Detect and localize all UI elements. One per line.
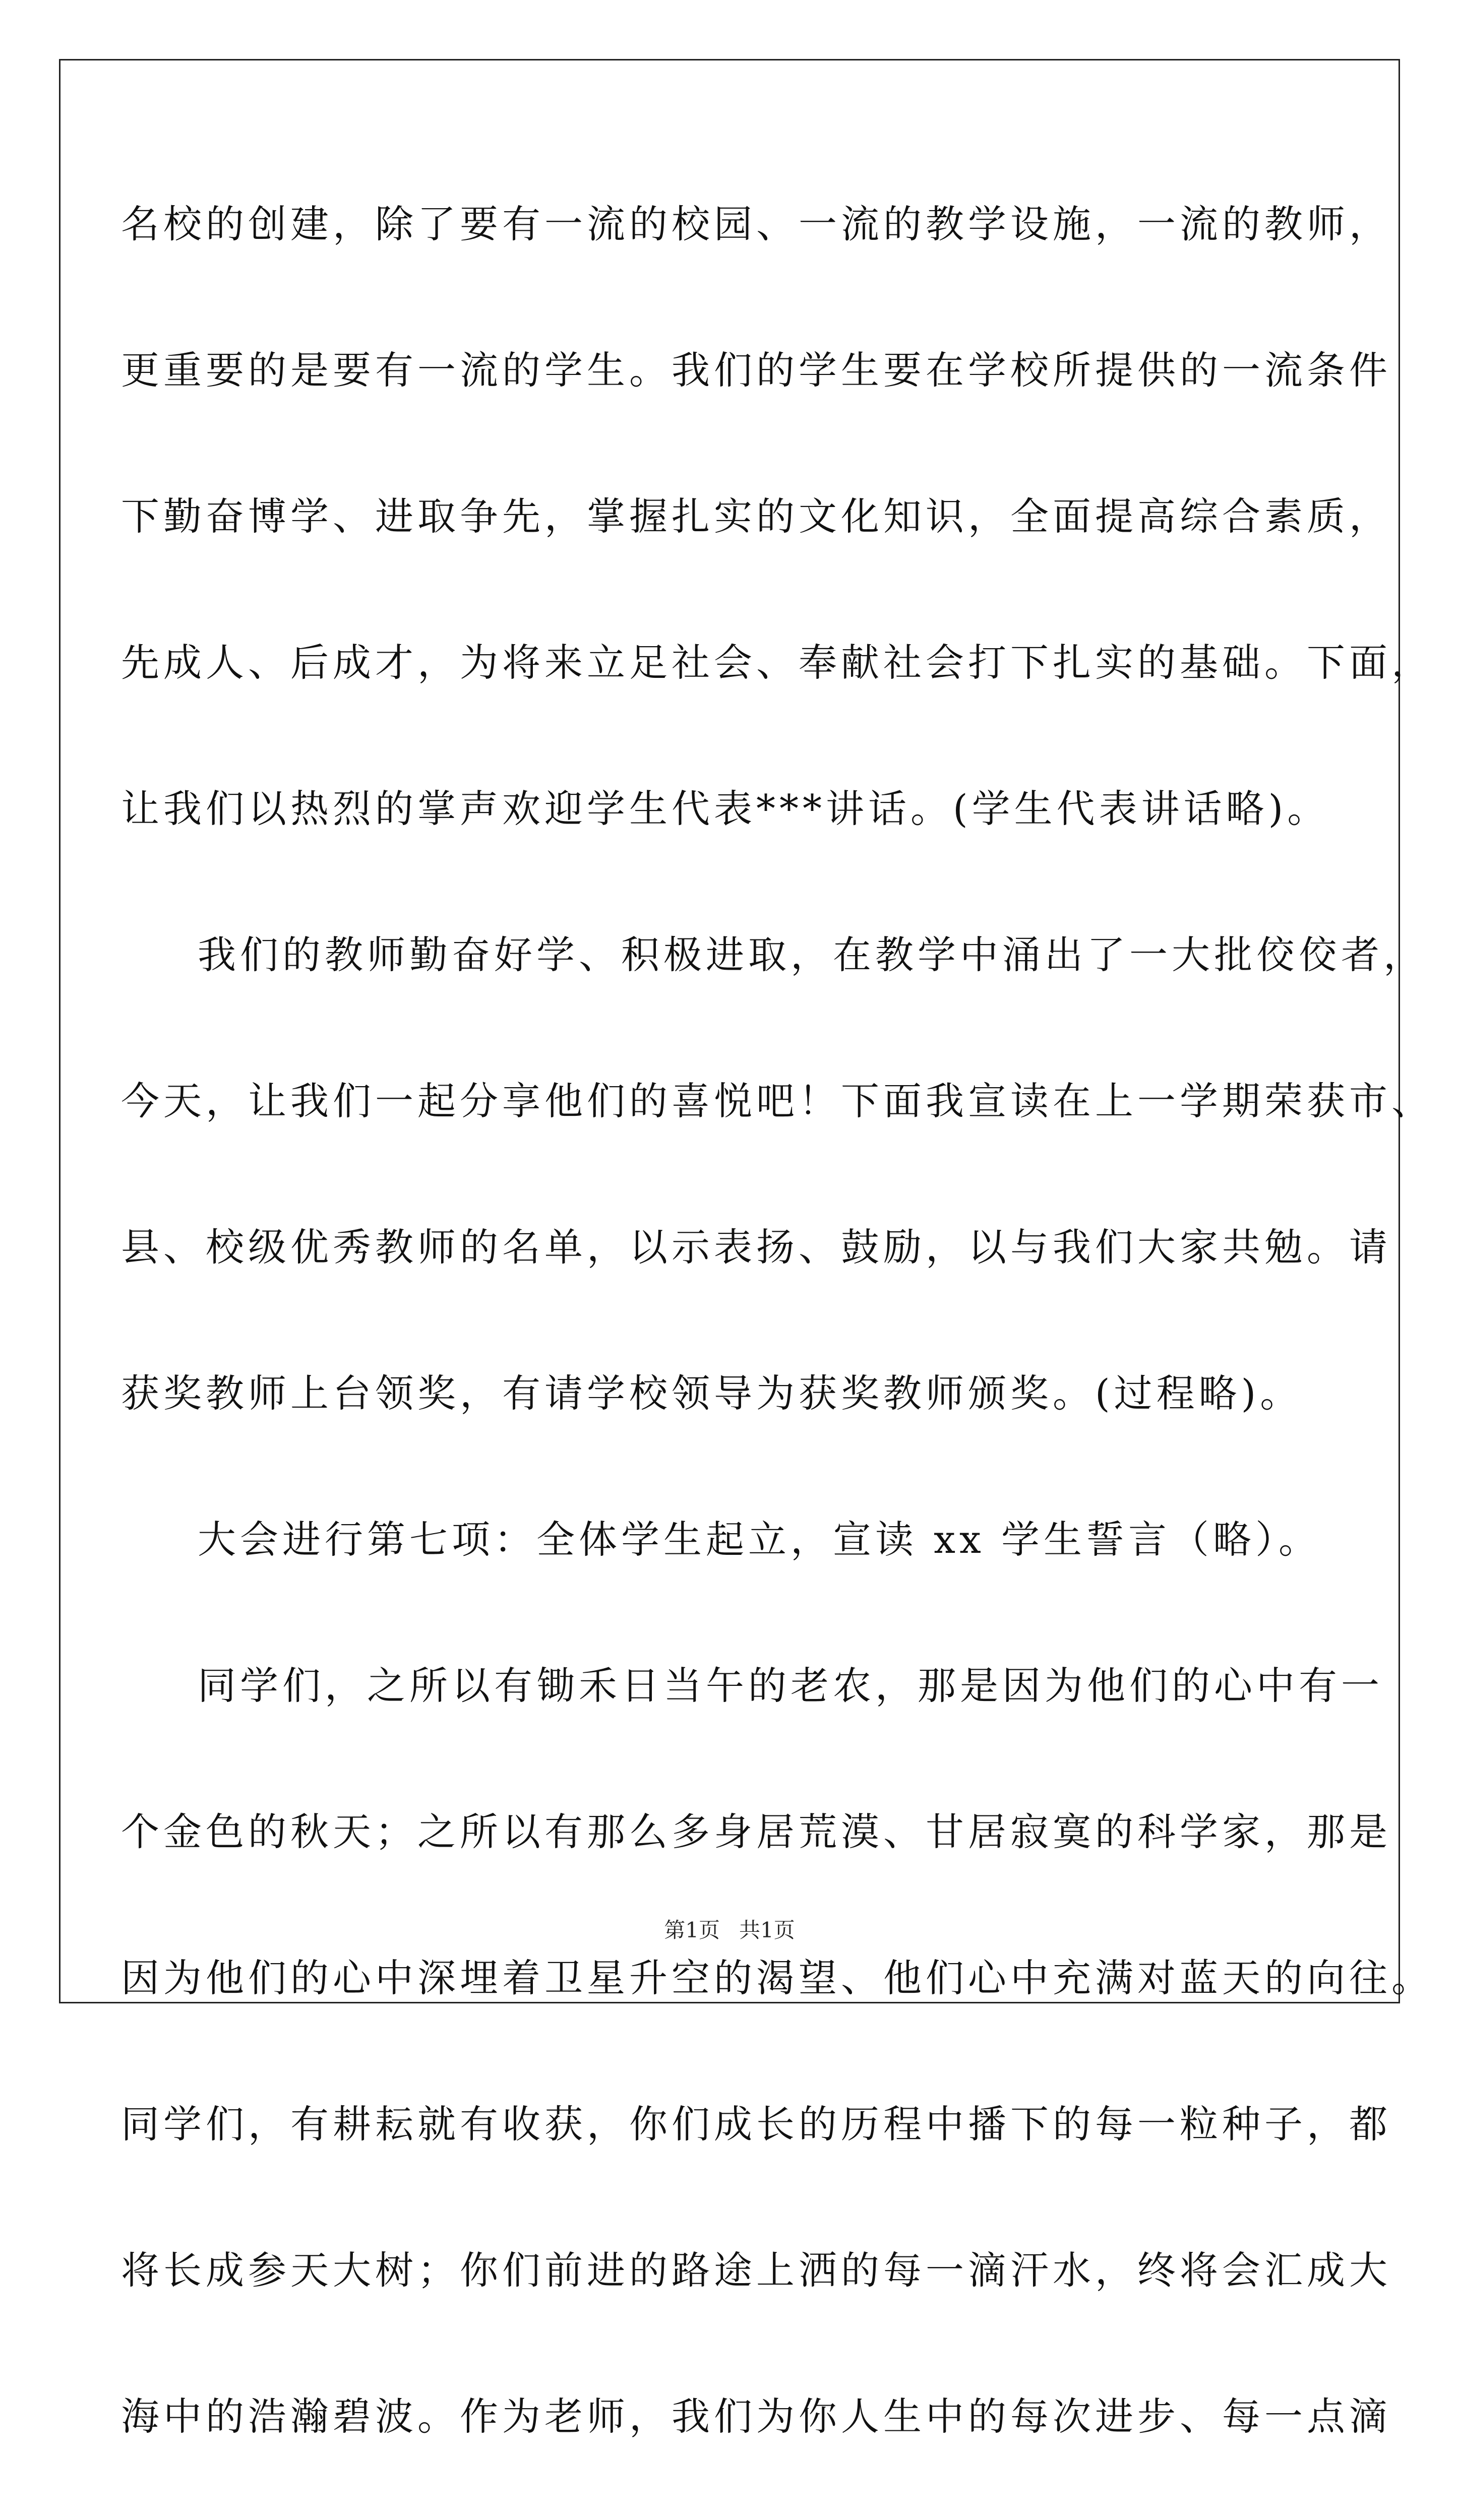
text-line: 让我们以热烈的掌声欢迎学生代表***讲话。(学生代表讲话略)。 [121, 786, 1330, 831]
text-line: 海中的浩瀚碧波。作为老师，我们为你人生中的每次进步、每一点滴 [121, 2394, 1391, 2439]
text-line: 我们的教师勤奋好学、积极进取，在教学中涌出了一大批佼佼者， [198, 932, 1426, 977]
text-line: 更重要的是要有一流的学生。我们的学生要在学校所提供的一流条件 [121, 348, 1391, 393]
paragraph-closing-speech [121, 1613, 1434, 2520]
text-line: 因为他们的心中深埋着卫星升空的渴望、他们心中充满对蓝天的向往。 [121, 1956, 1434, 2000]
text-line: 名校的创建，除了要有一流的校园、一流的教学设施，一流的教师， [121, 202, 1391, 246]
page-number: 第1页 [664, 1918, 720, 1942]
paragraph-teacher-awards [121, 882, 1434, 1467]
text-line: 先成人、后成才，为将来立足社会、奉献社会打下扎实的基础。下面， [121, 640, 1434, 685]
text-line: 同学们，之所以有锄禾日当午的老农，那是因为他们的心中有一 [198, 1663, 1383, 1708]
text-line: 下勤奋博学、进取争先，掌握扎实的文化知识，全面提高综合素质， [121, 494, 1391, 539]
text-line: 将长成参天大树；你们前进的路途上洒的每一滴汗水，终将会汇成大 [121, 2248, 1391, 2293]
text-line: 获奖教师上台领奖，有请学校领导为获奖教师颁奖。(过程略)。 [121, 1371, 1303, 1416]
page-total: 共1页 [739, 1918, 795, 1942]
text-line: 个金色的秋天；之所以有那么多身居荒漠、甘居寂寞的科学家，那是 [121, 1809, 1391, 1854]
paragraph-student-intro [121, 151, 1434, 882]
paragraph-agenda-item [121, 1467, 1321, 1613]
text-line: 今天，让我们一起分享他们的喜悦吧！下面我宣读在上一学期荣获市、 [121, 1079, 1434, 1123]
text-line: 大会进行第七项：全体学生起立，宣读 xx 学生誓言（略）。 [198, 1517, 1321, 1562]
text-line: 县、校级优秀教师的名单，以示表扬、鼓励，以与我们大家共勉。请 [121, 1225, 1391, 1270]
text-line [121, 2490, 1296, 2520]
text-line: 同学们，有耕耘就有收获，你们成长的历程中播下的每一粒种子，都 [121, 2102, 1391, 2147]
page-footer [0, 1915, 1459, 1945]
